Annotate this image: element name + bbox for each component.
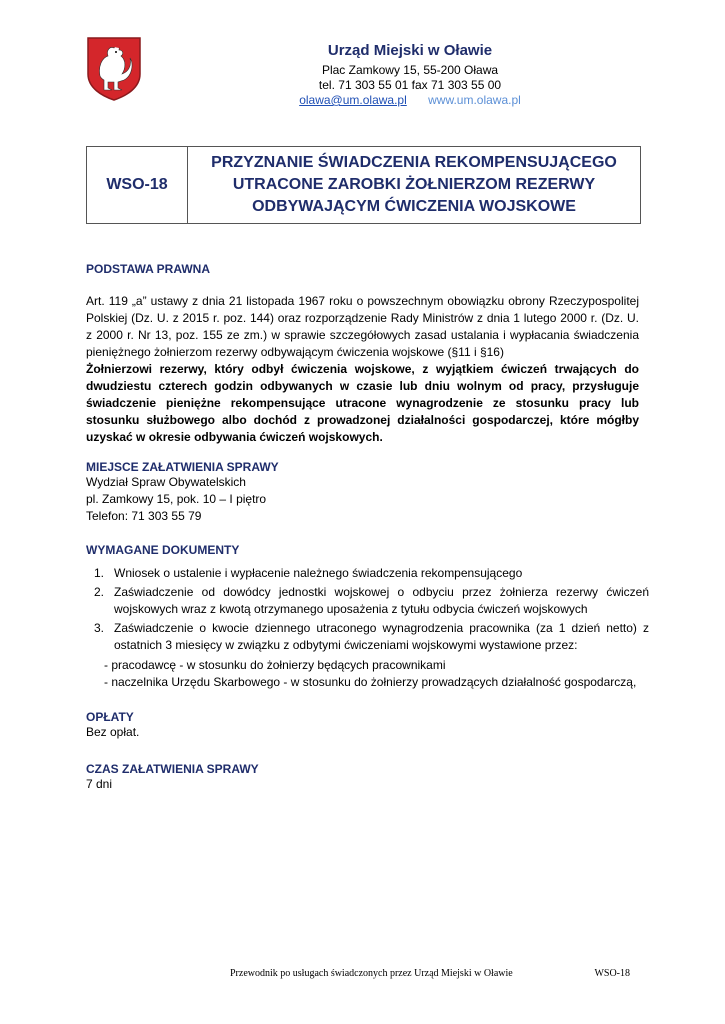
title-line: UTRACONE ZAROBKI ŻOŁNIERZOM REZERWY (232, 176, 596, 193)
title-line: ODBYWAJĄCYM ĆWICZENIA WOJSKOWE (252, 198, 576, 215)
legal-basis-heading: PODSTAWA PRAWNA (86, 262, 211, 276)
list-item (94, 620, 649, 654)
email-link[interactable]: olawa@um.olawa.pl (299, 93, 407, 107)
place-department: Wydział Spraw Obywatelskich (86, 475, 246, 489)
documents-list (94, 565, 649, 656)
tax-office-dash-item: - naczelnika Urzędu Skarbowego - w stosunku do żołnierzy prowadzących działalność gospodarczą, (104, 675, 637, 689)
office-address: Plac Zamkowy 15, 55-200 Oława (321, 63, 499, 77)
document-title (188, 147, 640, 223)
list-item-text: Wniosek o ustalenie i wypłacenie należnego świadczenia rekompensującego (114, 566, 523, 580)
list-item-text: Zaświadczenie o kwocie dziennego utraconego wynagrodzenia pracownika (za 1 dzień netto) z ostatnich 3 miesięcy w związku z odbytymi ćwiczeniami wojskowymi wystawione przez: (114, 621, 649, 652)
footer-guide-title: Przewodnik po usługach świadczonych przez Urząd Miejski w Oławie (230, 968, 513, 979)
time-section (86, 762, 639, 793)
place-heading: MIEJSCE ZAŁATWIENIA SPRAWY (86, 460, 279, 474)
document-code: WSO-18 (87, 147, 188, 223)
legal-basis-section (86, 293, 639, 446)
list-item-number: 2. (94, 585, 105, 599)
title-line: PRZYZNANIE ŚWIADCZENIA REKOMPENSUJĄCEGO (211, 154, 617, 171)
time-heading: CZAS ZAŁATWIENIA SPRAWY (86, 762, 259, 776)
place-section (86, 460, 639, 525)
list-item (94, 584, 649, 618)
fees-text: Bez opłat. (86, 725, 140, 739)
office-header (180, 42, 640, 108)
list-item-text: Zaświadczenie od dowódcy jednostki wojskowej o odbyciu przez żołnierza rezerwy ćwiczeń wojskowych wraz z kwotą otrzymanego uposażenia z tytułu odbycia ćwiczeń wojskowych (114, 585, 649, 616)
documents-heading: WYMAGANE DOKUMENTY (86, 543, 240, 557)
place-address: pl. Zamkowy 15, pok. 10 – I piętro (86, 492, 267, 506)
fees-section (86, 710, 639, 741)
office-phone: tel. 71 303 55 01 fax 71 303 55 00 (318, 78, 502, 92)
fees-heading: OPŁATY (86, 710, 134, 724)
list-item-number: 3. (94, 621, 105, 635)
list-item (94, 565, 649, 582)
place-phone: Telefon: 71 303 55 79 (86, 509, 202, 523)
employer-dash-item: - pracodawcę - w stosunku do żołnierzy będących pracownikami (104, 658, 446, 672)
page-footer (230, 968, 630, 979)
legal-basis-bold-text: Żołnierzowi rezerwy, który odbył ćwiczenia wojskowe, z wyjątkiem ćwiczeń trwających do dwudziestu czterech godzin odbywanych w czasie lub dniu wolnym od pracy, przysługuje świadczenie pieniężne rekompensujące utracone wynagrodzenie ze stosunku pracy lub stosunku służbowego albo dochód z prowadzonej działalności gospodarczej, które mógłby uzyskać w okresie odbywania ćwiczeń wojskowych. (86, 362, 639, 444)
list-item-number: 1. (94, 566, 105, 580)
website-link[interactable]: www.um.olawa.pl (428, 93, 521, 107)
legal-basis-text: Art. 119 „a” ustawy z dnia 21 listopada 1967 roku o powszechnym obowiązku obrony Rzeczypospolitej Polskiej (Dz. U. z 2015 r. poz. 144) oraz rozporządzenie Rady Ministrów z dnia 1 lutego 2000 r. (Dz. U. z 2000 r. Nr 13, poz. 155 ze zm.) w sprawie szczegółowych zasad ustalania i wypłacania świadczenia pieniężnego żołnierzom rezerwy odbywającym ćwiczenia wojskowe (§11 i §16) (86, 294, 639, 359)
time-text: 7 dni (86, 777, 113, 791)
title-box (86, 146, 641, 224)
office-name: Urząd Miejski w Oławie (327, 42, 493, 59)
footer-code: WSO-18 (594, 968, 630, 979)
rooster-coat-of-arms-icon (86, 36, 142, 102)
